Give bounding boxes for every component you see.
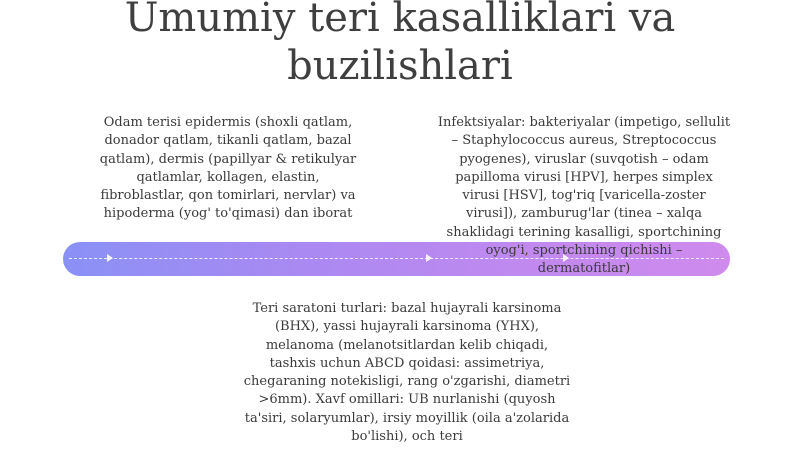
infections-text: Infektsiyalar: bakteriyalar (impetigo, sellulit – Staphylococcus aureus, Streptococcus pyogenes), viruslar (suvqotish – odam papilloma virusi [HPV], herpes simplex virusi [HSV], tog'riq [varicella-zoster virusi]), zamburug'lar (tinea – xalqa shaklidagi terining kasalligi, sportchining oyog'i, sportchining qichishi – dermatofitlar) — [437, 115, 731, 277]
timeline-arrow-icon — [107, 254, 113, 262]
skin-cancer-text: Teri saratoni turlari: bazal hujayrali karsinoma (BHX), yassi hujayrali karsinoma (YHX), melanoma (melanotsitlardan kelib chiqadi, tashxis uchun ABCD qoidasi: assimetriya, chegaraning notekisligi, rang o'zgarishi, diametri >6mm). Xavf omillari: UB nurlanishi (quyosh ta'siri, solaryumlar), irsiy moyillik (oila a'zolarida bo'lishi), och teri — [243, 301, 571, 445]
slide-title: Umumiy teri kasalliklari va buzilishlari — [124, 0, 676, 89]
skin-anatomy-text: Odam terisi epidermis (shoxli qatlam, donador qatlam, tikanli qatlam, bazal qatlam), dermis (papillyar & retikulyar qatlamlar, kollagen, elastin, fibroblastlar, qon tomirlari, nervlar) va hipoderma (yog' to'qimasi) dan iborat — [99, 115, 357, 222]
